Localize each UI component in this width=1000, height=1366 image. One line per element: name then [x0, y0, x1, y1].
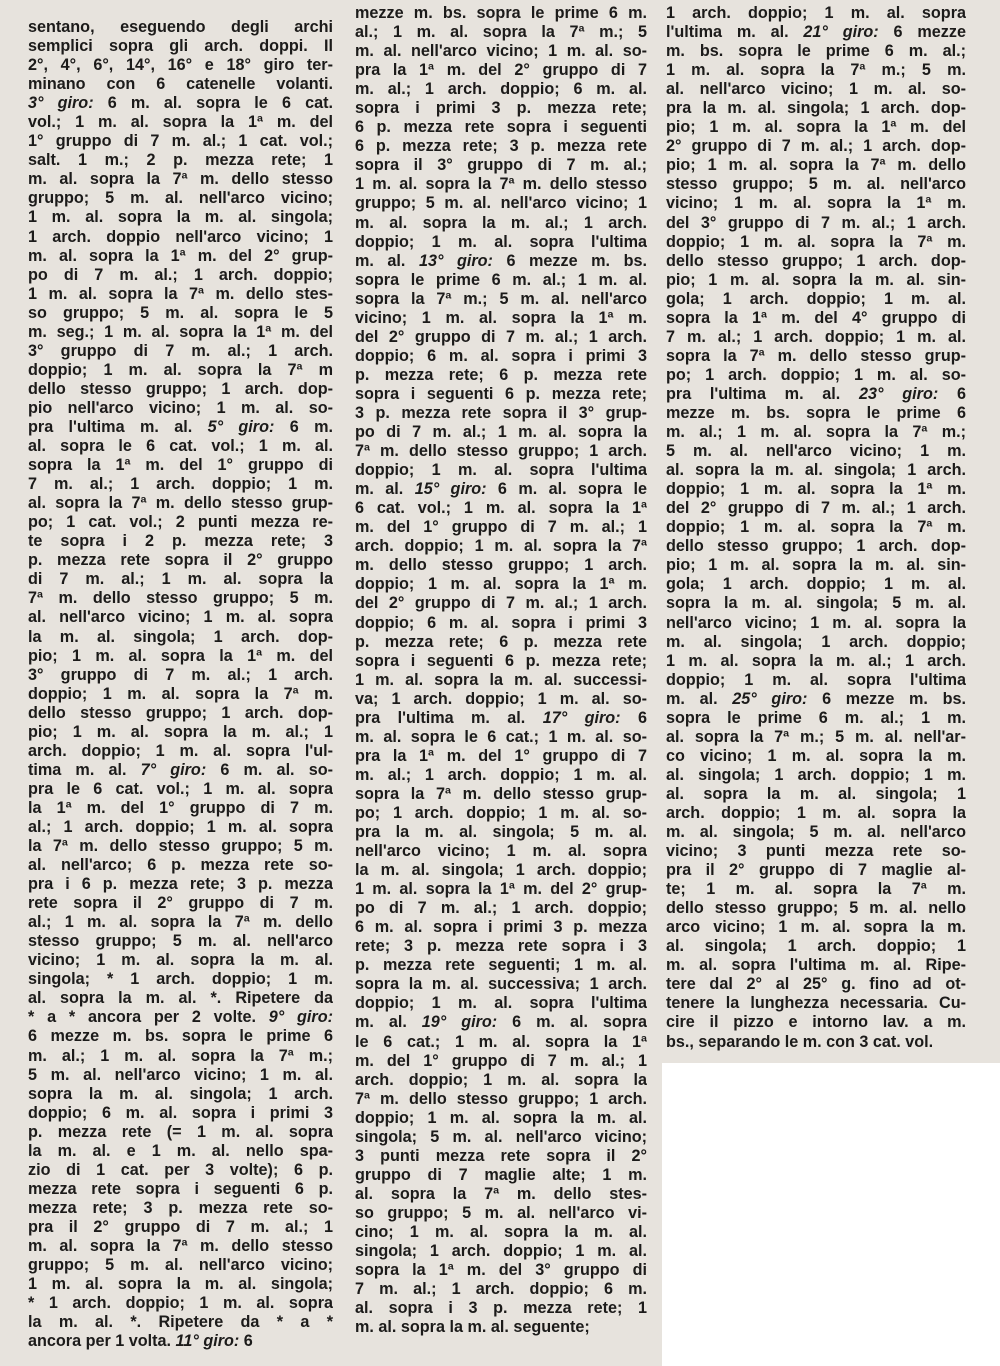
text-line: p. mezza rete seguenti; 1 m. al.	[355, 956, 647, 975]
text-line: * a * ancora per 2 volte. 9° giro:	[28, 1008, 333, 1027]
text-line: doppio; 1 m. al. sopra l'ultima	[666, 670, 966, 689]
text-line: m. al.; 1 m. al. sopra la 7ª m.;	[666, 423, 966, 442]
text-line: gruppo di 7 maglie alte; 1 m.	[355, 1165, 647, 1184]
text-line: pra il 2° gruppo di 7 m. al.; 1	[28, 1217, 333, 1236]
text-line: 3° gruppo di 7 m. al.; 1 arch.	[28, 341, 333, 360]
text-line: l'ultima m. al. 21° giro: 6 mezze	[666, 23, 966, 42]
text-line: m. al. 25° giro: 6 mezze m. bs.	[666, 689, 966, 708]
text-line: 7ª m. dello stesso gruppo; 1 arch.	[355, 1089, 647, 1108]
text-line: po; 1 cat. vol.; 2 punti mezza re-	[28, 513, 333, 532]
text-line: 1 m. al. sopra la m. al. singola;	[28, 208, 333, 227]
text-line: pra l'ultima m. al. 5° giro: 6 m.	[28, 417, 333, 436]
text-line: doppio; 1 m. al. sopra la 7ª m.	[666, 518, 966, 537]
round-heading: 9° giro:	[268, 1008, 333, 1027]
text-line: m. al. sopra le 6 cat.; 1 m. al. so-	[355, 727, 647, 746]
text-line: pra la m. al. singola; 1 arch. dop-	[666, 99, 966, 118]
text-line: doppio; 1 m. al. sopra la m. al.	[355, 1108, 647, 1127]
text-line: po di 7 m. al.; 1 arch. doppio;	[355, 899, 647, 918]
text-line: 7 m. al.; 1 arch. doppio; 6 m.	[355, 1280, 647, 1299]
round-heading: 11° giro:	[175, 1332, 240, 1351]
text-line: pio; 1 m. al. sopra la m. al.; 1	[28, 722, 333, 741]
text-column-1	[28, 18, 333, 1351]
text-line: m. seg.; 1 m. al. sopra la 1ª m. del	[28, 322, 333, 341]
text-line: cino; 1 m. al. sopra la m. al.	[355, 1223, 647, 1241]
text-line: te; 1 m. al. sopra la 7ª m.	[666, 880, 966, 899]
text-line: doppio; 1 m. al. sopra la 7ª m.	[28, 684, 333, 703]
round-heading: 19° giro:	[421, 1013, 498, 1032]
text-column-3	[666, 4, 966, 1052]
text-line: 7ª m. dello stesso gruppo; 5 m.	[28, 589, 333, 608]
text-line: la 1ª m. del 1° gruppo di 7 m.	[28, 798, 333, 817]
text-column-2	[355, 4, 647, 1337]
text-line: stesso gruppo; 5 m. al. nell'arco	[666, 175, 966, 194]
text-line: 2° gruppo di 7 m. al.; 1 arch. dop-	[666, 137, 966, 156]
text-line: m. al. 15° giro: 6 m. al. sopra le	[355, 480, 647, 499]
text-line: la m. al. singola; 1 arch. dop-	[28, 627, 333, 646]
text-line: al.; 1 m. al. sopra la 7ª m.; 5	[355, 23, 647, 42]
text-line: 6 mezze m. bs. sopra le prime 6	[28, 1027, 333, 1046]
round-heading: 21° giro:	[803, 23, 879, 42]
text-line: m. al. sopra la m. al. seguente;	[355, 1318, 590, 1337]
text-line: arch. doppio; 1 m. al. sopra la 7ª	[355, 537, 647, 556]
text-line: sopra le prime 6 m. al.; 1 m.	[666, 708, 966, 727]
round-heading: 15° giro:	[414, 480, 487, 499]
text-line: 3 punti mezza rete sopra il 2°	[355, 1146, 647, 1165]
text-line: gola; 1 arch. doppio; 1 m. al.	[666, 289, 966, 308]
text-line: m. del 1° gruppo di 7 m. al.; 1	[355, 1051, 647, 1070]
text-line: dello stesso gruppo; 1 arch. dop-	[666, 251, 966, 270]
text-line: pra la 1ª m. del 2° gruppo di 7	[355, 61, 647, 80]
text-line: pio; 1 m. al. sopra la 7ª m. dello	[666, 156, 966, 175]
text-line: 1 arch. doppio; 1 m. al. sopra	[666, 4, 966, 22]
text-line: tenere la lunghezza necessaria. Cu-	[666, 994, 966, 1013]
text-line: al. sopra la 7ª m.; 5 m. al. nell'ar-	[666, 727, 966, 746]
text-line: sopra la m. al. singola; 1 arch.	[28, 1084, 333, 1103]
text-line: del 2° gruppo di 7 m. al.; 1 arch.	[666, 499, 966, 518]
text-line: stesso gruppo; 5 m. al. nell'arco	[28, 932, 333, 951]
text-line: m. al.; 1 arch. doppio; 1 m. al.	[355, 765, 647, 784]
text-line: 7 m. al.; 1 arch. doppio; 1 m. al.	[666, 327, 966, 346]
text-line: sopra la 7ª m. dello stesso grup-	[355, 784, 647, 803]
text-line: sopra la 1ª m. del 1° gruppo di	[28, 456, 333, 475]
text-line: m. al. sopra la 7ª m. dello stesso	[28, 170, 333, 189]
text-line: 1 m. al. sopra la m. al. successi-	[355, 670, 647, 689]
text-line: 7 m. al.; 1 arch. doppio; 1 m.	[28, 475, 333, 494]
text-line: al. nell'arco vicino; 1 m. al. so-	[666, 80, 966, 99]
text-line: vicino; 1 m. al. sopra la m. al.	[28, 951, 333, 970]
text-line: m. al. sopra la 7ª m. dello stesso	[28, 1237, 333, 1255]
text-line: al. nell'arco vicino; 1 m. al. sopra	[28, 608, 333, 627]
text-line: pio; 1 m. al. sopra la m. al. sin-	[666, 556, 966, 575]
text-line: vol.; 1 m. al. sopra la 1ª m. del	[28, 113, 333, 132]
text-line: 1 m. al. sopra la m. al. singola;	[28, 1275, 333, 1294]
text-line: di 7 m. al.; 1 m. al. sopra la	[28, 570, 333, 589]
text-line: tima m. al. 7° giro: 6 m. al. so-	[28, 760, 333, 779]
text-line: po di 7 m. al.; 1 arch. doppio;	[28, 265, 333, 284]
text-line: doppio; 6 m. al. sopra i primi 3	[355, 346, 647, 365]
text-line: mezze m. bs. sopra le prime 6	[666, 403, 966, 422]
text-line: al. sopra la m. al. singola; 1 arch.	[666, 461, 966, 480]
text-line: sopra la 7ª m.; 5 m. al. nell'arco	[355, 289, 647, 308]
text-line: 6 p. mezza rete; 3 p. mezza rete	[355, 137, 647, 156]
text-line: dello stesso gruppo; 1 arch. dop-	[28, 379, 333, 398]
text-line: arch. doppio; 1 m. al. sopra l'ul-	[28, 741, 333, 760]
text-line: al. nell'arco; 6 p. mezza rete so-	[28, 856, 333, 875]
text-line: po; 1 arch. doppio; 1 m. al. so-	[355, 803, 647, 822]
text-line: pra la m. al. singola; 5 m. al.	[355, 823, 647, 842]
text-line: 3 p. mezza rete sopra il 3° grup-	[355, 403, 647, 422]
text-line: gruppo; 5 m. al. nell'arco vicino;	[28, 189, 333, 208]
text-line: 3° giro: 6 m. al. sopra le 6 cat.	[28, 94, 333, 113]
text-line: sopra i seguenti 6 p. mezza rete;	[355, 651, 647, 670]
text-line: va; 1 arch. doppio; 1 m. al. so-	[355, 689, 647, 708]
text-line: mezza rete sopra i seguenti 6 p.	[28, 1179, 333, 1198]
text-line: sopra le prime 6 m. al.; 1 m. al.	[355, 270, 647, 289]
text-line: 1 m. al. sopra la 7ª m. dello stesso	[355, 175, 647, 194]
text-line: gola; 1 arch. doppio; 1 m. al.	[666, 575, 966, 594]
text-line: rete sopra il 2° gruppo di 7 m.	[28, 894, 333, 913]
text-line: 6 p. mezza rete sopra i seguenti	[355, 118, 647, 137]
text-line: nell'arco vicino; 1 m. al. sopra la	[666, 613, 966, 632]
round-heading: 5° giro:	[207, 417, 275, 436]
text-line: so gruppo; 5 m. al. nell'arco vi-	[355, 1203, 647, 1222]
text-line: doppio; 1 m. al. sopra l'ultima	[355, 232, 647, 251]
text-line: pra la 1ª m. del 1° gruppo di 7	[355, 746, 647, 765]
text-line: 1 m. al. sopra la 7ª m. dello stes-	[28, 284, 333, 303]
text-line: te sopra i 2 p. mezza rete; 3	[28, 532, 333, 551]
text-line: pra l'ultima m. al. 23° giro: 6	[666, 384, 966, 403]
round-heading: 3° giro:	[28, 94, 94, 113]
text-line: zio di 1 cat. per 3 volte); 6 p.	[28, 1160, 333, 1179]
text-line: m. bs. sopra le prime 6 m. al.;	[666, 42, 966, 61]
text-line: dello stesso gruppo; 5 m. al. nello	[666, 899, 966, 918]
text-line: sopra la m. al. successiva; 1 arch.	[355, 975, 647, 994]
text-line: del 2° gruppo di 7 m. al.; 1 arch.	[355, 594, 647, 613]
text-line: so gruppo; 5 m. al. sopra le 5	[28, 303, 333, 322]
text-line: doppio; 1 m. al. sopra l'ultima	[355, 994, 647, 1013]
round-heading: 7° giro:	[140, 760, 207, 779]
text-line: ancora per 1 volta. 11° giro: 6	[28, 1332, 253, 1351]
text-line: doppio; 1 m. al. sopra la 1ª m.	[666, 480, 966, 499]
text-line: 1° gruppo di 7 m. al.; 1 cat. vol.;	[28, 132, 333, 151]
text-line: pra l'ultima m. al. 17° giro: 6	[355, 708, 647, 727]
text-line: m. al. singola; 1 arch. doppio;	[666, 632, 966, 651]
text-line: m. al. sopra la 1ª m. del 2° grup-	[28, 246, 333, 265]
text-line: mezza rete; 3 p. mezza rete so-	[28, 1198, 333, 1217]
text-line: * 1 arch. doppio; 1 m. al. sopra	[28, 1294, 333, 1313]
text-line: m. dello stesso gruppo; 1 arch.	[355, 556, 647, 575]
text-line: 1 m. al. sopra la 1ª m. del 2° grup-	[355, 880, 647, 899]
text-line: sopra la 7ª m. dello stesso grup-	[666, 346, 966, 365]
text-line: le 6 cat.; 1 m. al. sopra la 1ª	[355, 1032, 647, 1051]
text-line: m. al. 13° giro: 6 mezze m. bs.	[355, 251, 647, 270]
text-line: 7ª m. dello stesso gruppo; 1 arch.	[355, 442, 647, 461]
text-line: doppio; 1 m. al. sopra l'ultima	[355, 461, 647, 480]
text-line: 5 m. al. nell'arco vicino; 1 m. al.	[28, 1065, 333, 1084]
text-line: p. mezza rete sopra il 2° gruppo	[28, 551, 333, 570]
text-line: sopra la 1ª m. del 4° gruppo di	[666, 308, 966, 327]
text-line: arco vicino; 1 m. al. sopra la m.	[666, 918, 966, 937]
text-line: sopra il 3° gruppo di 7 m. al.;	[355, 156, 647, 175]
text-line: del 3° gruppo di 7 m. al.; 1 arch.	[666, 213, 966, 232]
text-line: 5 m. al. nell'arco vicino; 1 m.	[666, 442, 966, 461]
text-line: al.; 1 m. al. sopra la 7ª m. dello	[28, 913, 333, 932]
text-line: tere dal 2° al 25° g. fino ad ot-	[666, 975, 966, 994]
text-line: m. al. sopra l'ultima m. al. Ripe-	[666, 956, 966, 975]
text-line: po di 7 m. al.; 1 m. al. sopra la	[355, 423, 647, 442]
text-line: sopra la m. al. singola; 5 m. al.	[666, 594, 966, 613]
text-line: pio nell'arco vicino; 1 m. al. so-	[28, 398, 333, 417]
text-line: dello stesso gruppo; 1 arch. dop-	[28, 703, 333, 722]
text-line: sopra i primi 3 p. mezza rete;	[355, 99, 647, 118]
text-line: doppio; 6 m. al. sopra i primi 3	[28, 1103, 333, 1122]
text-line: sentano, eseguendo degli archi	[28, 18, 333, 36]
text-line: la m. al. e 1 m. al. nello spa-	[28, 1141, 333, 1160]
text-line: al. sopra i 3 p. mezza rete; 1	[355, 1299, 647, 1318]
text-line: dello stesso gruppo; 1 arch. dop-	[666, 537, 966, 556]
text-line: pra le 6 cat. vol.; 1 m. al. sopra	[28, 779, 333, 798]
round-heading: 13° giro:	[418, 251, 493, 270]
text-line: vicino; 1 m. al. sopra la 1ª m.	[355, 308, 647, 327]
text-line: pio; 1 m. al. sopra la m. al. sin-	[666, 270, 966, 289]
round-heading: 25° giro:	[732, 689, 808, 708]
text-line: p. mezza rete; 6 p. mezza rete	[355, 365, 647, 384]
text-line: pio; 1 m. al. sopra la 1ª m. del	[666, 118, 966, 137]
text-line: m. del 1° gruppo di 7 m. al.; 1	[355, 518, 647, 537]
text-line: doppio; 1 m. al. sopra la 1ª m.	[355, 575, 647, 594]
text-line: m. al.; 1 arch. doppio; 6 m. al.	[355, 80, 647, 99]
text-line: 6 cat. vol.; 1 m. al. sopra la 1ª	[355, 499, 647, 518]
text-line: la m. al. singola; 1 arch. doppio;	[355, 861, 647, 880]
text-line: gruppo; 5 m. al. nell'arco vicino;	[28, 1256, 333, 1275]
text-line: minano con 6 catenelle volanti.	[28, 75, 333, 94]
text-line: pra i 6 p. mezza rete; 3 p. mezza	[28, 875, 333, 894]
text-line: al. sopra la 7ª m. dello stesso grup-	[28, 494, 333, 513]
text-line: al. sopra la m. al. singola; 1	[666, 784, 966, 803]
text-line: m. al. nell'arco vicino; 1 m. al. so-	[355, 42, 647, 61]
text-line: singola; 5 m. al. nell'arco vicino;	[355, 1127, 647, 1146]
text-line: al. sopra la m. al. *. Ripetere da	[28, 989, 333, 1008]
text-line: semplici sopra gli arch. doppi. Il	[28, 37, 333, 56]
text-line: vicino; 3 punti mezza rete so-	[666, 842, 966, 861]
text-line: m. al.; 1 m. al. sopra la 7ª m.;	[28, 1046, 333, 1065]
text-line: p. mezza rete; 6 p. mezza rete	[355, 632, 647, 651]
text-line: 2°, 4°, 6°, 14°, 16° e 18° giro ter-	[28, 56, 333, 75]
text-line: rete; 3 p. mezza rete sopra i 3	[355, 937, 647, 956]
text-line: mezze m. bs. sopra le prime 6 m.	[355, 4, 647, 22]
text-line: p. mezza rete (= 1 m. al. sopra	[28, 1122, 333, 1141]
text-line: cire il pizzo e intorno lav. a m.	[666, 1013, 966, 1032]
text-line: co vicino; 1 m. al. sopra la m.	[666, 746, 966, 765]
text-line: al. sopra le 6 cat. vol.; 1 m. al.	[28, 437, 333, 456]
text-line: sopra la 1ª m. del 3° gruppo di	[355, 1261, 647, 1280]
round-heading: 17° giro:	[542, 708, 621, 727]
text-line: al. singola; 1 arch. doppio; 1	[666, 937, 966, 956]
text-line: 1 m. al. sopra la m. al.; 1 arch.	[666, 651, 966, 670]
text-line: del 2° gruppo di 7 m. al.; 1 arch.	[355, 327, 647, 346]
text-line: 3° gruppo di 7 m. al.; 1 arch.	[28, 665, 333, 684]
text-line: singola; * 1 arch. doppio; 1 m.	[28, 970, 333, 989]
text-line: 6 m. al. sopra i primi 3 p. mezza	[355, 918, 647, 937]
text-line: al.; 1 arch. doppio; 1 m. al. sopra	[28, 817, 333, 836]
text-line: nell'arco vicino; 1 m. al. sopra	[355, 842, 647, 861]
text-line: bs., separando le m. con 3 cat. vol.	[666, 1032, 934, 1051]
text-line: pra il 2° gruppo di 7 maglie al-	[666, 861, 966, 880]
text-line: doppio; 6 m. al. sopra i primi 3	[355, 613, 647, 632]
text-line: gruppo; 5 m. al. nell'arco vicino; 1	[355, 194, 647, 213]
text-line: la 7ª m. dello stesso gruppo; 5 m.	[28, 837, 333, 856]
text-line: al. singola; 1 arch. doppio; 1 m.	[666, 765, 966, 784]
text-line: doppio; 1 m. al. sopra la 7ª m.	[666, 232, 966, 251]
text-line: sopra i seguenti 6 p. mezza rete;	[355, 384, 647, 403]
text-line: m. al. singola; 5 m. al. nell'arco	[666, 823, 966, 842]
blank-area	[662, 1063, 1000, 1366]
text-line: doppio; 1 m. al. sopra la 7ª m	[28, 360, 333, 379]
text-line: singola; 1 arch. doppio; 1 m. al.	[355, 1242, 647, 1261]
text-line: la m. al. *. Ripetere da * a *	[28, 1313, 333, 1332]
text-line: vicino; 1 m. al. sopra la 1ª m.	[666, 194, 966, 213]
text-line: salt. 1 m.; 2 p. mezza rete; 1	[28, 151, 333, 170]
text-line: po; 1 arch. doppio; 1 m. al. so-	[666, 365, 966, 384]
text-line: arch. doppio; 1 m. al. sopra la	[666, 803, 966, 822]
text-line: arch. doppio; 1 m. al. sopra la	[355, 1070, 647, 1089]
round-heading: 23° giro:	[859, 384, 939, 403]
text-line: m. al. sopra la m. al.; 1 arch.	[355, 213, 647, 232]
text-line: pio; 1 m. al. sopra la 1ª m. del	[28, 646, 333, 665]
text-line: 1 arch. doppio nell'arco vicino; 1	[28, 227, 333, 246]
text-line: m. al. 19° giro: 6 m. al. sopra	[355, 1013, 647, 1032]
text-line: 1 m. al. sopra la 7ª m.; 5 m.	[666, 61, 966, 80]
text-line: al. sopra la 7ª m. dello stes-	[355, 1184, 647, 1203]
